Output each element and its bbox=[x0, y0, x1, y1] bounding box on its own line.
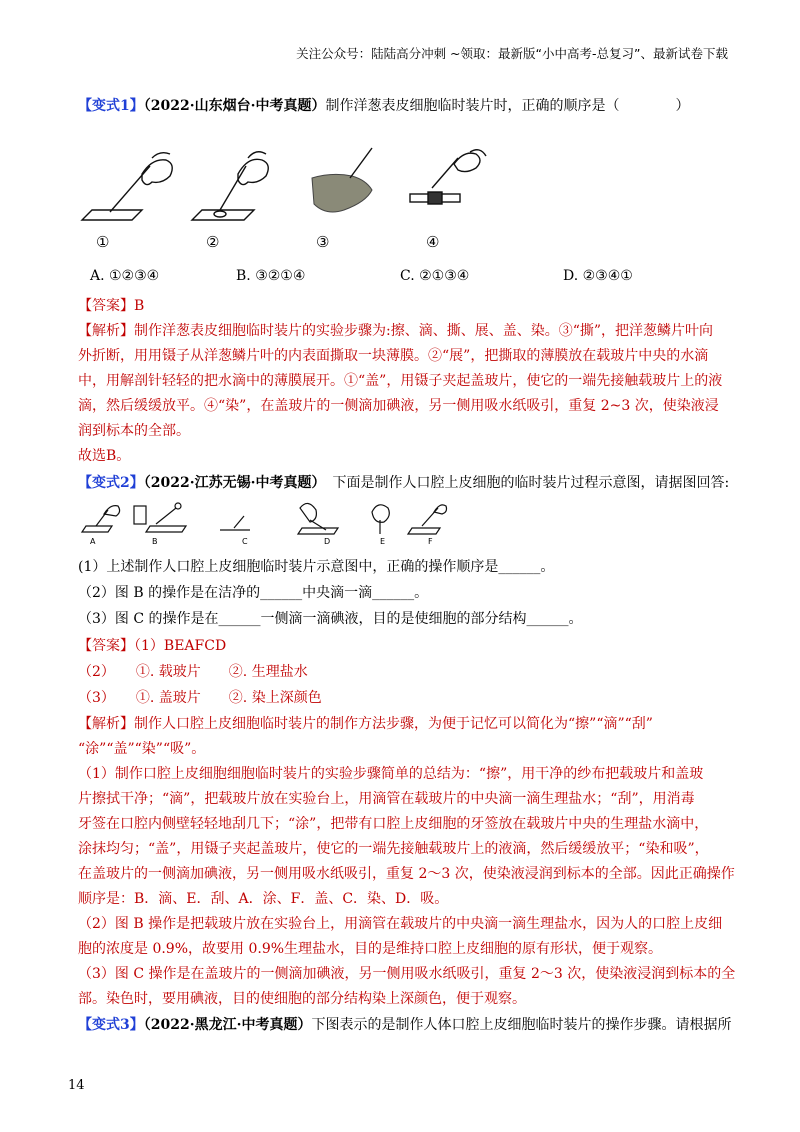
figure-1-label: ① bbox=[96, 233, 110, 251]
figure-f-cover bbox=[408, 505, 447, 534]
question-2-answer-3: （3） ①. 盖玻片 ②. 染上深颜色 bbox=[78, 690, 322, 706]
question-1-line bbox=[78, 96, 689, 116]
question-2-answer-1 bbox=[78, 636, 226, 656]
figure-c-label: C bbox=[242, 537, 248, 546]
figure-2-spread bbox=[192, 152, 268, 220]
question-2-analysis-line-12: 部。染色时，要用碘液，目的使细胞的部分结构染上深颜色，便于观察。 bbox=[78, 991, 526, 1007]
page-number: 14 bbox=[68, 1078, 85, 1093]
figure-2-label: ② bbox=[206, 233, 220, 251]
figure-f-label: F bbox=[428, 537, 433, 546]
question-2-sub-3: （3）图 C 的操作是在______一侧滴一滴碘液，目的是使细胞的部分结构______。 bbox=[78, 611, 583, 627]
figure-e-scrape bbox=[372, 505, 389, 534]
question-1-source: （2022·山东烟台·中考真题） bbox=[143, 98, 326, 114]
figure-3-tear bbox=[312, 148, 372, 212]
option-c: C. ②①③④ bbox=[400, 268, 470, 284]
analysis-text: 制作人口腔上皮细胞临时装片的制作方法步骤，为便于记忆可以简化为“擦”“滴”“刮” bbox=[134, 716, 653, 732]
figure-e-label: E bbox=[380, 537, 386, 546]
question-2-text: 下面是制作人口腔上皮细胞的临时装片过程示意图，请据图回答: bbox=[332, 475, 730, 491]
figure-3-label: ③ bbox=[316, 233, 330, 251]
option-d: D. ②③④① bbox=[563, 268, 633, 284]
figure-d-label: D bbox=[324, 537, 331, 546]
analysis-tag: 【解析】 bbox=[78, 716, 134, 732]
question-1-figure bbox=[80, 148, 530, 228]
figure-c-stain bbox=[220, 516, 250, 530]
option-b: B. ③②①④ bbox=[236, 268, 306, 284]
figure-4-stain bbox=[410, 150, 486, 204]
question-2-source: （2022·江苏无锡·中考真题） bbox=[143, 475, 319, 491]
question-2-analysis-line-4: 片擦拭干净；“滴”，把载玻片放在实验台上，用滴管在载玻片的中央滴一滴生理盐水；“刮”，用消毒 bbox=[78, 791, 695, 807]
answer-tag: 【答案】 bbox=[78, 638, 134, 654]
question-1-analysis-line-1 bbox=[78, 321, 713, 341]
question-2-analysis-line-6: 涂抹均匀；“盖”，用镊子夹起盖玻片，使它的一端先接触载玻片上的液滴，然后缓缓放平；“染和吸”， bbox=[78, 841, 709, 857]
question-2-analysis-line-11: （3）图 C 操作是在盖玻片的一侧滴加碘液，另一侧用吸水纸吸引，重复 2～3 次，使染液浸润到标本的全 bbox=[78, 966, 736, 982]
analysis-text: 制作洋葱表皮细胞临时装片的实验步骤为:擦、滴、撕、展、盖、染。③“撕”，把洋葱鳞片叶向 bbox=[134, 323, 714, 339]
figure-4-label: ④ bbox=[426, 233, 440, 251]
analysis-tag: 【解析】 bbox=[78, 323, 134, 339]
question-2-figure-labels bbox=[90, 537, 450, 549]
answer-text: （1）BEAFCD bbox=[134, 638, 227, 654]
question-2-analysis-line-8: 顺序是：B．滴、E．刮、A．涂、F．盖、C．染、D．吸。 bbox=[78, 891, 449, 907]
question-3-text: 下图表示的是制作人体口腔上皮细胞临时装片的操作步骤。请根据所 bbox=[311, 1017, 732, 1033]
question-3-source: （2022·黑龙江·中考真题） bbox=[143, 1017, 312, 1033]
page-header: 关注公众号：陆陆高分冲刺 ~领取：最新版“小中高考-总复习”、最新试卷下载 bbox=[296, 46, 728, 61]
question-2-analysis-line-10: 胞的浓度是 0.9%，故要用 0.9%生理盐水，目的是维持口腔上皮细胞的原有形状，便于观察。 bbox=[78, 941, 663, 957]
question-2-analysis-line-2: “涂”“盖”“染”“吸”。 bbox=[78, 741, 206, 757]
option-a: A. ①②③④ bbox=[90, 268, 160, 284]
question-2-analysis-line-7: 在盖玻片的一侧滴加碘液，另一侧用吸水纸吸引，重复 2～3 次，使染液浸润到标本的全部。因此正确操作 bbox=[78, 866, 735, 882]
question-1-text: 制作洋葱表皮细胞临时装片时，正确的顺序是（ ） bbox=[325, 98, 690, 114]
figure-a-label: A bbox=[90, 537, 96, 546]
question-2-tag: 【变式2】 bbox=[78, 475, 144, 491]
question-2-line bbox=[78, 473, 729, 493]
question-2-analysis-line-5: 牙签在口腔内侧壁轻轻地刮几下；“涂”，把带有口腔上皮细胞的牙签放在载玻片中央的生理盐水滴中， bbox=[78, 816, 709, 832]
question-2-analysis-line-9: （2）图 B 操作是把载玻片放在实验台上，用滴管在载玻片的中央滴一滴生理盐水，因为人的口腔上皮细 bbox=[78, 916, 723, 932]
question-1-answer: 【答案】B bbox=[78, 298, 145, 314]
question-1-analysis-line-3: 中，用解剖针轻轻的把水滴中的薄膜展开。①“盖”，用镊子夹起盖玻片，使它的一端先接触载玻片上的液 bbox=[78, 373, 723, 389]
figure-a-smear bbox=[82, 506, 120, 532]
figure-b-label: B bbox=[152, 537, 158, 546]
figure-b-drop bbox=[134, 503, 186, 532]
figure-d-absorb bbox=[298, 503, 338, 534]
question-3-line bbox=[78, 1015, 731, 1035]
question-2-sub-1: (1）上述制作人口腔上皮细胞临时装片示意图中，正确的操作顺序是______。 bbox=[78, 559, 555, 575]
question-2-sub-2: （2）图 B 的操作是在洁净的______中央滴一滴______。 bbox=[78, 585, 429, 601]
question-2-analysis-line-3: （1）制作口腔上皮细胞细胞临时装片的实验步骤简单的总结为：“擦”，用干净的纱布把载玻片和盖玻 bbox=[78, 766, 704, 782]
question-1-conclusion: 故选B。 bbox=[78, 448, 131, 464]
question-3-tag: 【变式3】 bbox=[78, 1017, 144, 1033]
question-1-analysis-line-4: 滴，然后缓缓放平。④“染”，在盖玻片的一侧滴加碘液，另一侧用吸水纸吸引，重复 2~3 次，使染液浸 bbox=[78, 398, 719, 414]
question-2-analysis-line-1 bbox=[78, 714, 653, 734]
question-1-analysis-line-5: 润到标本的全部。 bbox=[78, 423, 190, 439]
question-2-answer-2: （2） ①. 载玻片 ②. 生理盐水 bbox=[78, 664, 308, 680]
figure-1-cover-slip bbox=[82, 153, 172, 220]
question-1-analysis-line-2: 外折断，用用镊子从洋葱鳞片叶的内表面撕取一块薄膜。②“展”，把撕取的薄膜放在载玻片中央的水滴 bbox=[78, 348, 709, 364]
question-1-tag: 【变式1】 bbox=[78, 98, 144, 114]
